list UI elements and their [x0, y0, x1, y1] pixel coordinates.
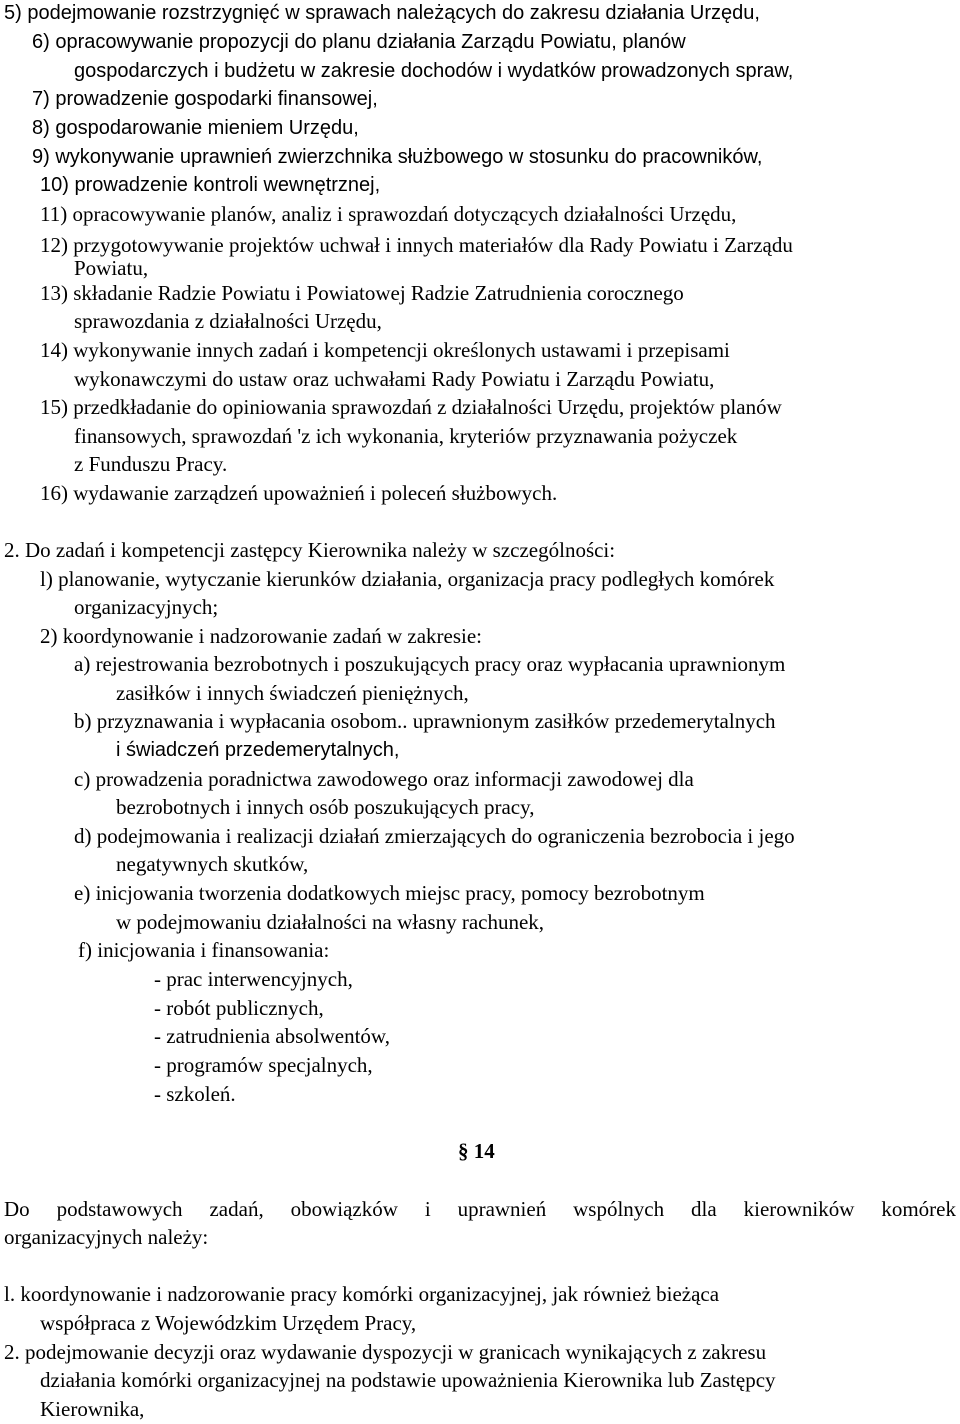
list-item-11: 11) opracowywanie planów, analiz i sprawozdań dotyczących działalności Urzędu,: [40, 202, 737, 226]
list-item-8: 8) gospodarowanie mieniem Urzędu,: [32, 117, 359, 139]
paragraph-14-intro-cont: organizacyjnych należy:: [4, 1225, 209, 1249]
paragraph-14-item-2: 2. podejmowanie decyzji oraz wydawanie dyspozycji w granicach wynikających z zakresu: [4, 1340, 767, 1364]
list-item-13-cont: sprawozdania z działalności Urzędu,: [74, 309, 382, 333]
paragraph-14-item-2-cont2: Kierownika,: [40, 1397, 145, 1421]
section-2-intro: 2. Do zadań i kompetencji zastępcy Kierownika należy w szczególności:: [4, 538, 616, 562]
section-2-item-d: d) podejmowania i realizacji działań zmierzających do ograniczenia bezrobocia i jego: [74, 824, 795, 848]
section-2-item-b: b) przyznawania i wypłacania osobom.. uprawnionym zasiłków przedemerytalnych: [74, 709, 776, 733]
list-item-9: 9) wykonywanie uprawnień zwierzchnika służbowego w stosunku do pracowników,: [32, 146, 763, 168]
section-2-item-a-cont: zasiłków i innych świadczeń pieniężnych,: [116, 681, 469, 705]
section-2-item-1-cont: organizacyjnych;: [74, 595, 219, 619]
list-item-14-cont: wykonawczymi do ustaw oraz uchwałami Rady Powiatu i Zarządu Powiatu,: [74, 367, 715, 391]
list-item-13: 13) składanie Radzie Powiatu i Powiatowej Radzie Zatrudnienia corocznego: [40, 281, 684, 305]
list-item-7: 7) prowadzenie gospodarki finansowej,: [32, 88, 378, 110]
list-item-6-cont: gospodarczych i budżetu w zakresie dochodów i wydatków prowadzonych spraw,: [74, 60, 794, 82]
paragraph-14-intro: Do podstawowych zadań, obowiązków i uprawnień wspólnych dla kierowników komórek: [4, 1197, 956, 1221]
financing-item: - zatrudnienia absolwentów,: [154, 1024, 390, 1048]
list-item-16: 16) wydawanie zarządzeń upoważnień i poleceń służbowych.: [40, 481, 558, 505]
section-2-item-e: e) inicjowania tworzenia dodatkowych miejsc pracy, pomocy bezrobotnym: [74, 881, 705, 905]
financing-item: - prac interwencyjnych,: [154, 967, 353, 991]
list-item-15-cont2: z Funduszu Pracy.: [74, 452, 228, 476]
paragraph-14-item-2-cont: działania komórki organizacyjnej na podstawie upoważnienia Kierownika lub Zastępcy: [40, 1368, 776, 1392]
list-item-15-cont: finansowych, sprawozdań 'z ich wykonania, kryteriów przyznawania pożyczek: [74, 424, 738, 448]
list-item-5: 5) podejmowanie rozstrzygnięć w sprawach należących do zakresu działania Urzędu,: [4, 2, 760, 24]
list-item-15: 15) przedkładanie do opiniowania sprawozdań z działalności Urzędu, projektów planów: [40, 395, 782, 419]
section-2-item-f: f) inicjowania i finansowania:: [78, 938, 330, 962]
section-2-item-1: l) planowanie, wytyczanie kierunków działania, organizacja pracy podległych komórek: [40, 567, 775, 591]
paragraph-14-item-1-cont: współpraca z Wojewódzkim Urzędem Pracy,: [40, 1311, 417, 1335]
financing-item: - robót publicznych,: [154, 996, 324, 1020]
section-2-item-a: a) rejestrowania bezrobotnych i poszukujących pracy oraz wypłacania uprawnionym: [74, 652, 786, 676]
section-2-item-c: c) prowadzenia poradnictwa zawodowego oraz informacji zawodowej dla: [74, 767, 694, 791]
section-2-item-d-cont: negatywnych skutków,: [116, 852, 309, 876]
list-item-12: 12) przygotowywanie projektów uchwał i innych materiałów dla Rady Powiatu i Zarządu: [40, 233, 793, 257]
list-item-14: 14) wykonywanie innych zadań i kompetencji określonych ustawami i przepisami: [40, 338, 730, 362]
list-item-10: 10) prowadzenie kontroli wewnętrznej,: [40, 174, 381, 196]
financing-item: - szkoleń.: [154, 1082, 236, 1106]
paragraph-14-heading: § 14: [458, 1139, 495, 1163]
paragraph-14-item-1: l. koordynowanie i nadzorowanie pracy komórki organizacyjnej, jak również bieżąca: [4, 1282, 720, 1306]
list-item-6: 6) opracowywanie propozycji do planu działania Zarządu Powiatu, planów: [32, 31, 686, 53]
financing-item: - programów specjalnych,: [154, 1053, 373, 1077]
section-2-item-2: 2) koordynowanie i nadzorowanie zadań w zakresie:: [40, 624, 482, 648]
list-item-12-cont: Powiatu,: [74, 256, 149, 280]
section-2-item-c-cont: bezrobotnych i innych osób poszukujących pracy,: [116, 795, 535, 819]
section-2-item-e-cont: w podejmowaniu działalności na własny rachunek,: [116, 910, 545, 934]
section-2-item-b-cont: i świadczeń przedemerytalnych,: [116, 739, 400, 761]
